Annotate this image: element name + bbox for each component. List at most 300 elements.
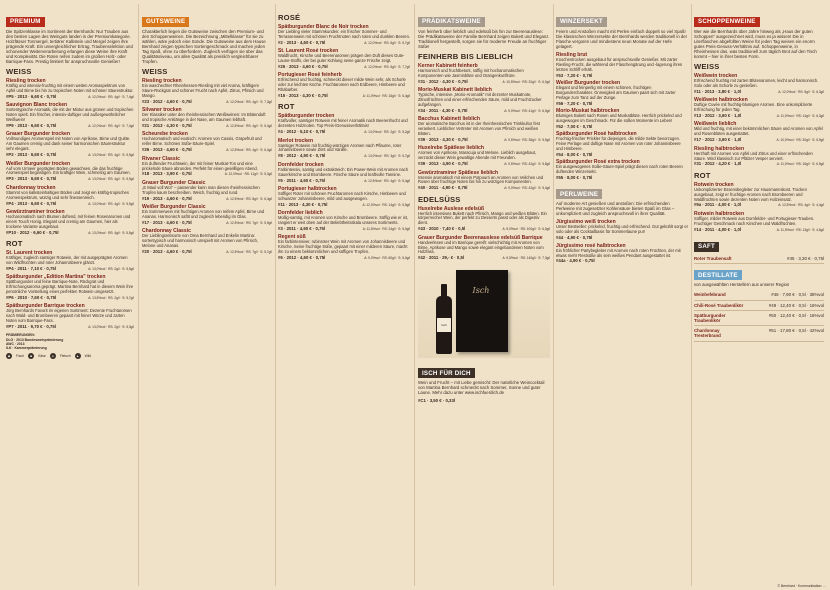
wine-analysis: A: 13,0%vol · RS: 4g/l · S: 5,9g/l (88, 177, 134, 182)
saft-tag: SAFT (694, 242, 719, 252)
wine-price: #5 · 2011 · 4,60 € · 0,75l (278, 177, 326, 183)
wine-price-row (6, 152, 134, 158)
wine-price: #53 · 7,20 € · 0,75l (556, 72, 593, 78)
wine-name: Dornfelder lieblich (278, 210, 323, 217)
perlweine-tag: PERLWEINE (556, 189, 602, 199)
wine-price: #14 · 2011 · 4,00 € · 1,0l (694, 226, 742, 232)
wine-analysis: A: 9,0%vol · RS: 100g/l · S: 6,0g/l (502, 227, 550, 232)
wine-price: #2 · 2013 · 4,60 € · 0,75l (278, 39, 326, 45)
wine-analysis: A: 12,5%vol · RS: 8g/l · S: 6,4g/l (226, 196, 272, 201)
gutsweine-rot-list (278, 113, 410, 261)
wine-item (556, 219, 688, 240)
wine-item (6, 131, 134, 158)
wine-name: Weißer Burgunder Classic (142, 204, 206, 211)
wine-price-row (556, 152, 688, 157)
product-name: Roter Traubensaft (694, 255, 732, 261)
wine-analysis: A: 12,5%vol · RS: 4g/l · S: 5,4g/l (226, 124, 272, 129)
wine-price-row (278, 40, 410, 46)
pairing-icons (6, 353, 134, 359)
wine-description: Erfrischend und fruchtig, schmeckt dieser milde Wein sehr, als Schorle oder zur leichten Küche. Fruchtaromen nach Erdbeere, Himbeere und Rhabarber. (278, 77, 406, 93)
wine-price-row (278, 202, 410, 208)
wine-item (278, 72, 410, 99)
wine-analysis: A: 13,0%vol · RS: 4g/l · S: 5,5g/l (88, 230, 134, 235)
gutsweine-weiss-heading: WEISS (142, 67, 168, 77)
wine-analysis: A: 11,0%vol · RS: 16g/l · S: 6,9g/l (776, 162, 824, 167)
wine-description: Der aromatische Bacchus ist in der rheinhessischen Trinkkultur fest verankert. Lieblicher Vertreter mit Aromen von Pfirsich und weißen Blüten. (418, 121, 540, 136)
wine-price: #44 · 4,90 € · 0,75l (556, 235, 593, 241)
wine-price-row (142, 171, 272, 177)
wine-price-row (278, 64, 410, 70)
perlweine-intro: Auf moderne Art genießen und anstoßen: Die erfrischenden Perlweine mit zugesetzter Kohlensäure bieten Spaß im Glas – unkompliziert und zugleich anspruchsvoll in ihrer Qualität. (556, 201, 675, 217)
wine-name: Jürgissimo rosé halbtrocken (556, 242, 626, 249)
product-price: #45 · 3,30 € · 0,75l (787, 255, 824, 261)
wine-description: Unkomplizierter Essensbegleiter zur Hausmannskost. Trocken ausgebaut, zeigt er fruchtige Aromen nach Brombeeren und Waldfrüchten sowie dezenten Noten vom Holzeinsatz. (694, 186, 807, 202)
wine-price: #P9 · 2013 · 6,60 € · 0,75l (6, 123, 57, 129)
schoppen-intro: Wer wie die Bernhards über Jahre hinweg als „Haus der guten Schoppen" ausgezeichnet wird, muss es ja wissen! Die in Literflaschen abgefüllten Weine für jeden Tag weisen ein enorm gutes Preis-Genuss-Verhältnis auf. Schoppenweine, in Rheinhessen das, was traditionell zum täglich Brot auf den Tisch kommt – hier in ihrer besten Form. (694, 28, 817, 59)
wine-item (556, 131, 688, 157)
wine-name: Morio-Muskat halbtrocken (556, 108, 620, 115)
wine-name: Weißwein halbtrocken (694, 97, 748, 104)
wine-item (694, 182, 824, 209)
wine-description: Duftige Cuvée mit fruchtig-blumigen Aromen. Eine unkomplizierte Erfrischung für jeden Tag. (694, 102, 813, 113)
product-price: #51 · 17,80 € · 0,5l · 42%vol (768, 328, 824, 334)
wine-name: Kerner Kabinett feinherb (418, 62, 478, 69)
wine-name: Merlot trocken (278, 137, 314, 144)
product-name: Weinhefebrand (694, 292, 726, 298)
wine-price-row (556, 101, 688, 106)
praedikat-intro: Von feinherb über lieblich und edelsüß bis hin zur Beerenauslese: Die Prädikatsweine der Familie Bernhard zeigen Bukett und Eleganz. Traditionell hergestellt, sorgen sie für moderne Freude an fruchtiger Süße! (418, 28, 550, 49)
wine-price: #39 · 2013 · 4,90 € · 0,75l (418, 161, 468, 167)
saft-list (694, 254, 824, 264)
wine-description: Hocharomatisch nach Blumen duftend, mit feinen Rosenaromen und einem Touch Honig. Elegant und cremig am Gaumen, hier als trockene Variante ausgebaut. (6, 213, 131, 229)
column-divider (553, 4, 554, 586)
wine-price-row (6, 295, 134, 301)
wine-item (418, 116, 550, 143)
wine-item (6, 161, 134, 183)
wine-description: Ein waschechter Rheinhessen-Riesling mit viel Aroma, kräftigem Säure-Rückgrat und schöner Frucht nach Apfel, Zitrus, Pfirsich und Mango. (142, 83, 264, 98)
wine-price: #P2 · 2013 · 6,60 € · 0,75l (6, 152, 57, 158)
wine-analysis: A: 12,5%vol · RS: 4g/l · S: 6,4g/l (226, 148, 272, 153)
wine-item (418, 235, 550, 262)
wine-price-row (694, 89, 824, 95)
wine-price: #34 · 2011 · 4,30 € · 0,75l (418, 107, 468, 113)
box-logo: Isch (472, 285, 490, 295)
isch-fuer-dich-tag: ISCH FÜR DICH (418, 368, 475, 378)
wine-price-row (556, 73, 688, 78)
winzersekt-list (556, 52, 688, 181)
wine-description: Farbintensiv, samtig und extraktreich: Ein Power-Wein mit Aromen nach Sauerkirsche und Brombeere. Frische Säure und kraftvolle Tannine. (278, 166, 408, 177)
gutsweine-weiss-list (142, 78, 272, 255)
wine-name: St. Laurent Rosé trocken (278, 48, 339, 55)
destillate-tag: DESTILLATE (694, 270, 742, 280)
wine-item (142, 131, 272, 153)
wine-name: Spätburgunder Rosé halbtrocken (556, 131, 637, 138)
wine-description: Ein farbintensiver, rubinroter Wein mit Aromen von Johannisbeere und Kirsche. Seine fruchtige Süße, gepaart mit einer milderen Säure, macht ihn zu einem beklommlichen und süffigen Tropfen. (278, 239, 408, 255)
wine-price: #P5 · 2013 · 6,60 € · 0,75l (6, 93, 57, 99)
wine-price-row (694, 137, 824, 143)
wine-price-row (142, 220, 272, 226)
wine-price: #26 · 2013 · 4,60 € · 0,75l (142, 147, 192, 153)
wine-name: Riesling trocken (6, 78, 46, 85)
wine-price-row (556, 124, 688, 129)
wine-name: Chardonnay trocken (6, 184, 56, 191)
praedikat-tag: PRÄDIKATSWEINE (418, 17, 485, 27)
wine-description: Herrlich intensives Bukett nach Pfirsich, Mango und weißen Blüten. Ein körperreicher Wein, der perfekt zu Desserts passt oder als Digestiv dient. (418, 210, 547, 226)
wine-item (556, 243, 688, 264)
wine-item (418, 145, 550, 167)
sekt-perlwein-column (556, 10, 688, 584)
fish-icon: ◆ (7, 353, 11, 358)
wine-description: Erfrischend fruchtig mit zarten Blütenaromen, leicht und harmonisch. Solo oder als Schorle zu genießen. (694, 78, 819, 88)
cheese-icon: ■ (28, 353, 34, 359)
wine-item (418, 87, 550, 114)
wine-item (142, 78, 272, 105)
wine-analysis: A: 10,5%vol · RS: 20g/l · S: 6,0g/l (502, 79, 550, 84)
wine-description: Hocharomatisch und exotisch: Aromen von Cassis, Grapefruit und reifer Birne. Schönes Süße-Säure-Spiel. (142, 136, 262, 147)
wine-name: Chardonnay Classic (142, 228, 191, 235)
winzersekt-tag: WINZERSEKT (556, 17, 607, 27)
wine-item (556, 52, 688, 78)
wine-price: #P4 · 2011 · 7,10 € · 0,75l (6, 265, 56, 271)
awards-note: PRÄMIERUNGEN: DLG · 2013 Bundesweinprämierung AWC · 2013 ILK · Kammerprämierung (6, 333, 64, 351)
wine-price: #18 · 2013 · 3,90 € · 0,75l (142, 171, 192, 177)
wine-description: Jörg Bernhards Favorit im eigenen Sortiment: Dezente Fruchtaromen nach Wald- und Brombeeren gepaart mit feiner Würze und zarten Noten vom Barrique-Fass. (6, 308, 132, 324)
wine-price-row (556, 258, 688, 263)
wine-name: Huxelrebe Spätlese lieblich (418, 145, 484, 152)
wine-description: Kräftiger, zugleich samtiger Rotwein, der mit ausgeprägten Aromen von Wildfrüchten und roter Johannisbeere glänzt. (6, 254, 128, 265)
wine-price-row (278, 178, 410, 184)
winzersekt-intro: Feiern und Anstoßen macht mit Perlen einfach doppelt so viel Spaß! Die klassischen Winzersekte der Bernhards werden traditionell in der Flasche vergoren und mindestens neun Monate auf der Hefe gelagert. (556, 28, 688, 49)
wine-price-row (6, 94, 134, 100)
wine-analysis: A: 12,0%vol · RS: 5g/l · S: 6,3g/l (778, 89, 824, 94)
wine-price-row (278, 93, 410, 99)
wine-name: Scheurebe trocken (142, 131, 188, 138)
wine-analysis: A: 12,5%vol · RS: 7g/l · S: 5,7g/l (226, 250, 272, 254)
wine-price-row (418, 79, 550, 85)
wine-price: #15 · 2013 · 4,30 € · 0,75l (278, 93, 328, 99)
wine-price: #31 · 2012 · 4,30 € · 0,75l (418, 78, 468, 84)
feinherb-heading: FEINHERB BIS LIEBLICH (418, 51, 513, 61)
wine-price: #43 · 2010 · 7,40 € · 0,5l (418, 226, 466, 232)
premium-weiss-list (6, 78, 134, 236)
wine-price: #54 · 8,00 € · 0,75l (556, 152, 593, 158)
wine-analysis: A: 13,0%vol · RS: 4g/l · S: 5,9g/l (88, 153, 134, 158)
wine-item (6, 274, 134, 301)
wine-item (278, 162, 410, 184)
wine-description: Samtiger Rotwein mit fruchtig-würzigen Aromen nach Pflaume, roter Johannisbeere sowie Zimt und Vanille. (278, 142, 402, 153)
wine-item (694, 146, 824, 168)
wine-analysis: A: 12,0%vol · RS: 4g/l · S: 7,4g/l (88, 124, 134, 129)
wine-description: Knochentrocken ausgebaut für anspruchsvolle Genießer. Mit zarter Riesling-Frucht, die während der Flaschengärung und -lagerung ihren letzten Schliff erhält. (556, 56, 683, 72)
wine-item (418, 206, 550, 233)
wine-description: Süffiger, milder Rotwein aus Dornfelder- und Portugieser-Trauben. Fruchtiger Geschmack nach Kirschen und Waldfrüchten. (694, 215, 815, 226)
wine-item (694, 73, 824, 95)
wine-analysis: A: 11,0%vol · RS: 16g/l · S: 6,4g/l (362, 94, 410, 99)
wine-description: Intensiv aromatisch mit einem Potpourri an Aromen von Veilchen und Rosen über fruchtige Noten bis hin zu würzigen Komponenten. (418, 174, 544, 185)
wine-price: #23 · 2012 · 4,60 € · 0,75l (142, 98, 192, 104)
wine-name: Grauer Burgunder trocken (6, 131, 70, 138)
destillate-list (694, 290, 824, 341)
wine-price: #P7 · 2011 · 9,70 € · 0,75l (6, 323, 56, 329)
wine-item (694, 97, 824, 119)
wine-item (142, 228, 272, 255)
wine-item (278, 210, 410, 232)
wine-price: #42 · 2011 · 29,- € · 0,5l (418, 255, 465, 261)
column-divider (414, 4, 415, 586)
wine-item (142, 156, 272, 178)
wine-price: #39 · 2013 · 4,30 € · 0,75l (418, 136, 468, 142)
wine-price: #P6 · 2010 · 7,60 € · 0,75l (6, 294, 57, 300)
wine-analysis: A: 13,0%vol · RS: 2g/l · S: 5,2g/l (364, 130, 410, 135)
wine-name: Spätburgunder Barrique trocken (6, 303, 85, 310)
wine-price: #6 · 2012 · 4,60 € · 0,75l (278, 255, 326, 261)
gutsweine-intro: Charakterlich liegen die Gutsweine zwischen den Premium- und den Schoppenweinen. Die Bezeichnung „Mittelklasse" für sie zu wählen, wäre jedoch eine Sünde. Die Gutsweine aus dem Hause Bernhard zeigen typischen Sortengeschmack und machen jeden Tag Spaß, ohne zu überfordern. Zugleich verfügen sie über das Qualitätsniveau, um allen Qualität als preislich vergleichbarer Tropfen. (142, 28, 266, 65)
wine-name: Sauvignon Blanc trocken (6, 102, 68, 109)
wine-description: Harmonisch und fruchtbetont, süffig mit hocharomatischen Komponenten wie Jasminblüte und Orangenkonfitüre. (418, 67, 524, 78)
wine-name: Portugieser halbtrocken (278, 185, 337, 192)
wine-item (6, 250, 134, 272)
wine-description: Kraftvoller, samtiger Rotwein mit feiner Aromatik nach Beerenfrucht und dezenten Holznoten. Top Preis-/Genussverhältnis! (278, 118, 408, 129)
wine-analysis: A: 12,5%vol · RS: 7g/l · S: 5,9g/l (226, 220, 272, 225)
wine-price: #20 · 2013 · 4,60 € · 0,75l (142, 249, 192, 254)
price-row (694, 326, 824, 341)
wine-name: Spätburgunder Rosé extra trocken (556, 159, 640, 166)
wine-price-row (694, 227, 824, 233)
wine-name: Morio-Muskat Kabinett lieblich (418, 87, 492, 94)
meat-icon: ● (50, 353, 56, 359)
wine-name: Bacchus Kabinett lieblich (418, 116, 480, 123)
wine-price-row (694, 202, 824, 208)
wine-name: Grauer Burgunder Classic (142, 179, 206, 186)
wine-price: #8 · 2012 · 4,90 € · 0,75l (278, 153, 326, 159)
gutsweine-rose-heading: ROSÉ (278, 13, 301, 22)
wine-description: Handverlesen und im Barrique gereift: vielschichtig mit Aromen von Birne, Aprikose und Mango sowie elegant eingebundenen Noten vom Holzfass. (418, 239, 544, 255)
wine-description: Ein fröhlicher Partybegleiter mit Aromen nach roten Früchten, der mit etwas mehr Restsüße als sein weißes Pendant ausgestattet ist. (556, 247, 681, 258)
schoppen-rot-list (694, 182, 824, 233)
wine-item (278, 234, 410, 261)
wine-price: #19 · 2013 · 4,60 € · 0,75l (142, 195, 192, 201)
wine-analysis: A: 13,0%vol · RS: 2g/l · S: 5,3g/l (88, 324, 134, 329)
wine-description: Aromen von Aprikose, Maracuja und Melone. Lieblich ausgebaut, verzückt dieser Wein gewaltige Abende mit Freunden. (418, 150, 537, 161)
wine-item (418, 63, 550, 85)
game-icon: ▲ (76, 353, 80, 358)
feinherb-list (418, 63, 550, 192)
wine-name: Grauer Burgunder Beerenauslese edelsüß Barrique (418, 234, 543, 241)
wine-description: Stammt von kalksteinhaltigen Böden und zeigt ein kräftig-tropisches Aromenspektrum, würzig und sehr finessenreich. (6, 189, 129, 200)
wine-price-row (418, 108, 550, 114)
wine-name: Dornfelder trocken (278, 161, 324, 168)
gift-box (456, 270, 508, 352)
wine-analysis: A: 12,0%vol · RS: 5g/l · S: 7,7g/l (364, 65, 410, 70)
wine-price-row (6, 201, 134, 207)
wine-price-row (278, 226, 410, 232)
wine-item (694, 121, 824, 143)
wine-price-row (6, 176, 134, 182)
wine-price: #P4 · 2013 · 6,60 € · 0,75l (6, 200, 57, 206)
gutsweine-column (142, 10, 272, 584)
wine-price-row (418, 185, 550, 191)
gutsweine-tag: GUTSWEINE (142, 17, 189, 27)
wine-name: Huxelrebe Auslese edelsüß (418, 205, 485, 212)
edelsuess-heading: EDELSÜSS (418, 194, 461, 204)
wine-item (142, 204, 272, 226)
wine-item (6, 303, 134, 330)
wine-price: #4 · 2012 · 5,10 € · 0,75l (278, 129, 326, 135)
wine-price-row (556, 175, 688, 180)
wine-price-row (418, 137, 550, 143)
wine-price-row (278, 129, 410, 135)
wine-price-row (142, 196, 272, 202)
wine-name: Riesling halbtrocken (694, 145, 745, 152)
cheese-label: Käse (38, 353, 46, 358)
wine-item (6, 102, 134, 129)
wine-analysis: A: 12,0%vol · RS: 14g/l · S: 5,5g/l (362, 202, 410, 207)
wine-price-row (6, 230, 134, 236)
wine-description: Auf vom Urmeer geprägten Böden gewachsen, die das fruchtige Aromenspiel beginstigen. Ein kraftiger Wein, schmelzig am Gaumen. (6, 165, 131, 176)
wine-item (142, 107, 272, 129)
wine-price: #40 · 2011 · 4,90 € · 0,75l (418, 185, 468, 191)
wine-name: Regent süß (278, 234, 306, 241)
wine-name: Riesling brut (556, 51, 588, 58)
wine-name: Rotwein halbtrocken (694, 210, 745, 217)
wine-name: Jürgissimo weiß trocken (556, 219, 616, 226)
wine-analysis: A: 12,0%vol · RS: 6g/l · S: 5,7g/l (364, 40, 410, 45)
destillate-intro: von ausgewählten Herstellern aus unserer Region (694, 282, 790, 288)
wine-item (278, 113, 410, 135)
wine-analysis: A: 12,0%vol · RS: 4g/l · S: 7,3g/l (226, 99, 272, 104)
wine-description: Herzhaft mit Aromen von Apfel und Zitrus und einer erfrischenden Säure. Wird klassisch zur Pfälzer Vesper serviert. (694, 150, 813, 161)
wine-price: #3 · 2011 · 4,60 € · 0,75l (278, 225, 326, 231)
wine-price: #11 · 2013 · 4,30 € · 0,75l (278, 201, 328, 207)
wine-price: #25 · 2013 · 4,60 € · 0,75l (278, 64, 328, 70)
wine-item (556, 108, 688, 129)
wine-analysis: A: 13,0%vol · RS: 2g/l · S: 5,5g/l (88, 266, 134, 271)
wine-name: Weißwein trocken (694, 73, 738, 80)
wine-description: Ein duftender Fruchtwein, der mit feiner Muskat-Ton und eine prickelnde Säure abrunden. Perfekt für einen gesellligen Abend. (142, 160, 258, 171)
product-price: #49 · 12,40 € · 0,5l · 16%vol (768, 302, 824, 308)
credit-line: © Bernhard · Kommunikation: ... (777, 584, 826, 588)
bottle-label: Isch (437, 318, 451, 332)
premium-weiss-heading: WEISS (6, 67, 32, 77)
wine-price: #9a · 2011 · 4,00 € · 1,0l (694, 202, 742, 208)
premium-tag: PREMIUM (6, 17, 45, 27)
wine-item (142, 180, 272, 202)
wine-analysis: A: 12,0%vol · RS: 11g/l · S: 5,3g/l (224, 172, 272, 177)
wine-price-row (418, 255, 550, 261)
wine-analysis: A: 9,5%vol · RS: 140g/l · S: 7,3g/l (502, 256, 550, 261)
wine-name: Gewürztraminer trocken (6, 208, 65, 215)
wine-item (6, 185, 134, 207)
wine-price: #17 · 2012 · 3,60 € · 1,0l (694, 137, 742, 143)
wine-name: Riesling trocken (142, 78, 182, 85)
wine-analysis: A: 13,0%vol · RS: 4g/l · S: 5,9g/l (88, 201, 134, 206)
wine-description: Spätburgunder und feine Barrique-Note, Rückgrat und Erfrischungsaroma geprägt. Martina Bernhard hat in diesem Wein ihre persönliche Vorstellung eines perfekten Rotwein umgesetzt. (6, 279, 134, 294)
wine-analysis: A: 9,5%vol · RS: 42g/l · S: 5,8g/l (504, 162, 550, 167)
wine-name: Silvaner trocken (142, 107, 182, 114)
premium-intro: Die Spitzenklasse im Sortiment der Bernhards: Nur Trauben aus den besten Lagen des Weinguts landen in der Premiumkategorie. Holzfässer Tonmergel, tertiärer Kalkstein und Mergel zeigen ihre prägende Kraft. Ein unvergleichlicher Ertrag, Traubenselektion und schonender Weiterverarbeitung erlangen diese Weine ihre Kraft und Komplexität. Die Roten reifen zudem im großen Holz- oder Barrique-Fass. Prestig limitiert für anspruchsvolle Genießer! (6, 28, 133, 65)
game-label: Wild (84, 353, 92, 358)
wine-price-row (418, 226, 550, 232)
wine-name: Rotwein trocken (694, 181, 734, 188)
meat-label: Fleisch (59, 353, 71, 358)
wine-price: #11 · 2013 · 3,80 € · 1,0l (694, 88, 742, 94)
wine-description: Sortentypische Aromatik, die mit der Mixtur aus grünen und tropischen Noten spielt. Ein frischer, intensiv-duftiger und außergewöhnlicher Weißwein! (6, 107, 134, 123)
isch-fuer-dich-text: Wein und Frucht – mit Liebe gemischt: Der natürliche Weincocktail von Martina Bernhard schmeckt nach Sommer, Sonne und guter Laune. Mehr dazu unter www.ischfuerdich.de (418, 380, 545, 396)
wine-analysis: A: 12,0%vol · RS: 4g/l · S: 7,4g/l (88, 94, 134, 99)
wine-name: Gewürztraminer Spätlese lieblich (418, 169, 499, 176)
wine-item (556, 80, 688, 106)
wine-price: #P10 · 2012 · 6,60 € · 0,75l (6, 229, 59, 235)
wine-description: Waldfrucht, Kirsche und Beerenaromen prägen den Duft dieses Gute-Laune-Stoffs, der bei guter Kühlung seine ganze Frische zeigt. (278, 53, 405, 64)
wine-item (556, 159, 688, 180)
wine-item (278, 48, 410, 70)
wine-analysis: A: 9,0%vol · RS: 60g/l · S: 5,0g/l (364, 256, 410, 261)
wine-description: Ein Sommerwein mit fruchtigen Aromen von reifem Apfel, Birne und Ananas. Harmonisch saftit und zugleich lebendig im Glas. (142, 209, 265, 219)
wine-analysis: A: 9,5%vol · RS: 38g/l · S: 5,9g/l (504, 137, 550, 142)
wine-analysis: A: 12,5%vol · RS: 4g/l · S: 5,4g/l (364, 178, 410, 183)
wine-price: #44a · 4,90 € · 0,75l (556, 258, 595, 264)
wine-name: Spätburgunder Blanc de Noir trocken (278, 24, 369, 30)
price-row (694, 254, 824, 264)
column-divider (275, 4, 276, 586)
wine-price-row (6, 123, 134, 129)
perlweine-list (556, 219, 688, 263)
isch-fuer-dich-image (418, 266, 550, 358)
price-text: #C1 · 3,50 € · 0,33l (418, 398, 456, 404)
wine-description: Mollig-samtig, mit Aromen von Kirsche und Brombeere. Süffig wie er ist, rangiert er weit oben auf der Beliebtheitsskala unseres Sortiments. (278, 215, 409, 226)
product-price: #46 · 7,90 € · 0,5l · 38%vol (771, 292, 824, 298)
wine-description: Der Lieblingsrebsorte von Oma Bernhard und Enkelin Martina: sortentypisch und harmonisch umspielt mit Aromen von Pfirsich, Melone und Ananas. (142, 233, 259, 249)
wine-name: Spätburgunder trocken (278, 113, 335, 120)
wine-description: Typische, intensive „Morio-Aromatik" mit dezenter Muskatnote, Zitrusfrüchten und einer erfrischenden Säure, mild und Fruchtzucker aufgefangen. (418, 92, 542, 107)
wine-price-row (694, 161, 824, 167)
isch-fuer-dich-price (418, 398, 550, 403)
product-name: Spätburgunder Traubenlikör (694, 312, 726, 323)
wine-price-row (6, 266, 134, 272)
wine-item (278, 24, 410, 46)
wine-description: Mild und fruchtig, mit einer bekömmlichen Säure und Aromen von Apfel und Rosenblüten ausgestattet. (694, 126, 823, 137)
wine-price-row (694, 113, 824, 119)
product-name: Chili-Rosé Traubenlikör (694, 302, 744, 308)
wine-description: „E Maul voll Woi" – passender kann man diesen rheinhessischen Tropfen kaum beschreiben. Weich, fruchtig und rund. (142, 184, 260, 195)
wine-analysis: A: 11,5%vol · RS: 13g/l · S: 4,6g/l (776, 227, 824, 232)
wine-item (6, 209, 134, 236)
premium-column (6, 10, 134, 584)
wine-name: Weißwein lieblich (694, 121, 737, 128)
wine-name: Rivaner Classic (142, 155, 180, 162)
schoppen-rot-heading: ROT (694, 170, 711, 180)
wine-analysis: A: 13,0%vol · RS: 3g/l · S: 5,7g/l (364, 154, 410, 159)
wine-name: Spätburgunder „Edition Martina" trocken (6, 274, 106, 281)
schoppen-weiss-list (694, 73, 824, 168)
premium-rot-heading: ROT (6, 238, 23, 248)
wine-analysis: A: 11,0%vol · RS: 14g/l · S: 6,3g/l (776, 114, 824, 119)
wine-item (6, 78, 134, 100)
schoppen-tag: SCHOPPENWEINE (694, 17, 760, 27)
wine-item (278, 186, 410, 208)
wine-price: #56 · 7,20 € · 0,75l (556, 100, 593, 106)
wine-description: Elegant und feinperlig mit einem schönen, fruchtigen Burgundercharakter. Gnmeigkeit am Gaumen paart sich mit zarter Perlage zum Tanz auf der Zunge. (556, 84, 676, 100)
praedikat-column (418, 10, 550, 584)
wine-analysis: A: 13,5%vol · RS: 2g/l · S: 5,7g/l (88, 295, 134, 300)
wine-price-row (418, 161, 550, 167)
wine-price: #31 · 2012 · 4,20 € · 1,0l (694, 161, 742, 167)
gutsweine-rot-heading: ROT (278, 102, 295, 112)
product-name: Chardonnay Tresterbrand (694, 328, 721, 339)
price-row (694, 301, 824, 311)
wine-analysis: A: 12,5%vol · RS: 4g/l · S: 4,4g/l (778, 203, 824, 208)
wine-description: Vollmundiges Aromenspiel mit Noten von Aprikose, Birne und Quitte. Am Gaumen cremig und dank seiner harmonischen Säurestruktur sehr elegant. (6, 136, 131, 152)
